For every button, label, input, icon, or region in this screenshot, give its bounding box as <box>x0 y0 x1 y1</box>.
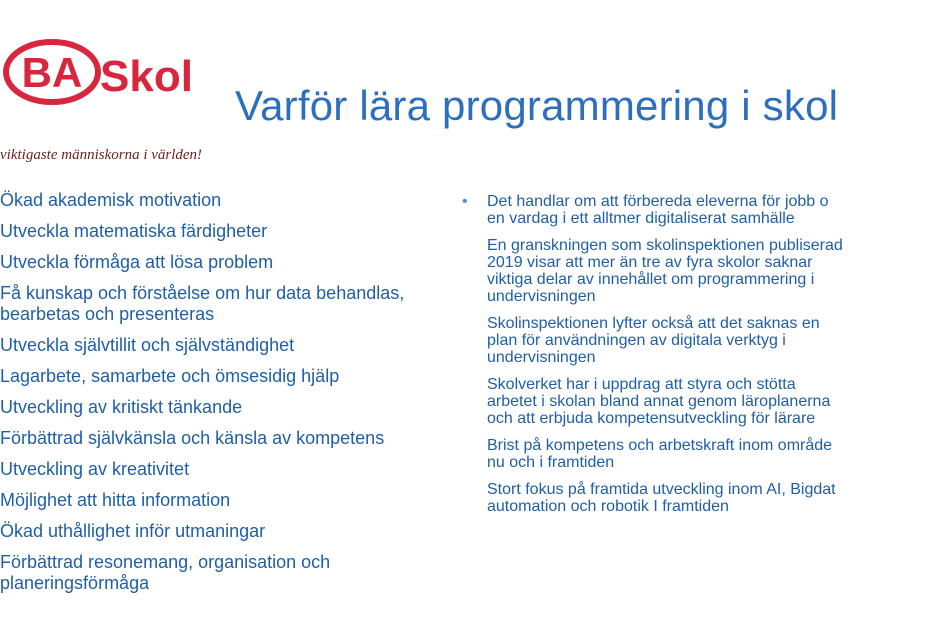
item-text-line: plan för användningen av digitala verktyg i <box>487 332 786 349</box>
benefit-item <box>0 366 455 387</box>
item-text-line: Lagarbete, samarbete och ömsesidig hjälp <box>0 366 340 386</box>
benefit-item <box>0 459 455 480</box>
benefit-item <box>0 252 455 273</box>
item-text-line: viktiga delar av innehållet om programmering i <box>487 271 815 288</box>
item-text-line: Brist på kompetens och arbetskraft inom område <box>487 437 833 454</box>
benefit-item <box>0 335 455 356</box>
slide-title: Varför lära programmering i skol <box>235 82 839 129</box>
item-text-line: Det handlar om att förbereda eleverna för jobb o <box>487 193 829 210</box>
item-text-line: Utveckling av kreativitet <box>0 459 190 479</box>
reason-item <box>487 376 930 427</box>
logo-tagline: viktigaste människorna i världen! <box>0 147 203 163</box>
item-text-line: Skolinspektionen lyfter också att det saknas en <box>487 315 820 332</box>
item-text-line: undervisningen <box>487 349 596 366</box>
item-text-line: undervisningen <box>487 288 596 305</box>
bullet-icon: • <box>462 193 468 210</box>
item-text-line: Möjlighet att hitta information <box>0 490 231 510</box>
benefit-item <box>0 428 455 449</box>
logo-mark-text: BA <box>21 49 83 96</box>
reason-item <box>487 481 930 515</box>
item-text-line: bearbetas och presenteras <box>0 304 215 324</box>
logo-wordmark: Skol <box>100 52 193 101</box>
item-text-line: arbetet i skolan bland annat genom läroplanerna <box>487 393 831 410</box>
reason-item <box>487 437 930 471</box>
item-text-line: Utveckla matematiska färdigheter <box>0 221 268 241</box>
item-text-line: och att erbjuda kompetensutveckling för lärare <box>487 410 816 427</box>
right-reasons-list <box>462 193 930 525</box>
item-text-line: 2019 visar att mer än tre av fyra skolor saknar <box>487 254 813 271</box>
benefit-item <box>0 190 455 211</box>
benefit-item <box>0 552 455 594</box>
logo <box>0 22 215 163</box>
item-text-line: En granskningen som skolinspektionen publiserad <box>487 237 843 254</box>
benefit-item <box>0 490 455 511</box>
item-text-line: Ökad akademisk motivation <box>0 190 222 210</box>
benefit-item <box>0 283 455 325</box>
reason-item <box>487 315 930 366</box>
item-text-line: Få kunskap och förståelse om hur data behandlas, <box>0 283 405 303</box>
item-text-line: Förbättrad resonemang, organisation och <box>0 552 331 572</box>
benefit-item <box>0 221 455 242</box>
item-text-line: automation och robotik I framtiden <box>487 498 729 515</box>
reason-item <box>487 237 930 305</box>
item-text-line: nu och i framtiden <box>487 454 615 471</box>
item-text-line: Utveckla förmåga att lösa problem <box>0 252 274 272</box>
item-text-line: Utveckla självtillit och självständighet <box>0 335 295 355</box>
item-text-line: planeringsförmåga <box>0 573 150 593</box>
item-text-line: Ökad uthållighet inför utmaningar <box>0 521 266 541</box>
item-text-line: Stort fokus på framtida utveckling inom AI, Bigdat <box>487 481 836 498</box>
item-text-line: Förbättrad självkänsla och känsla av kompetens <box>0 428 385 448</box>
item-text-line: Skolverket har i uppdrag att styra och stötta <box>487 376 796 393</box>
item-text-line: Utveckling av kritiskt tänkande <box>0 397 243 417</box>
item-text-line: en vardag i ett alltmer digitaliserat samhälle <box>487 210 795 227</box>
benefit-item <box>0 397 455 418</box>
left-benefits-list <box>0 190 455 604</box>
benefit-item <box>0 521 455 542</box>
logo-mark-icon <box>0 22 215 122</box>
reason-item <box>462 193 930 227</box>
